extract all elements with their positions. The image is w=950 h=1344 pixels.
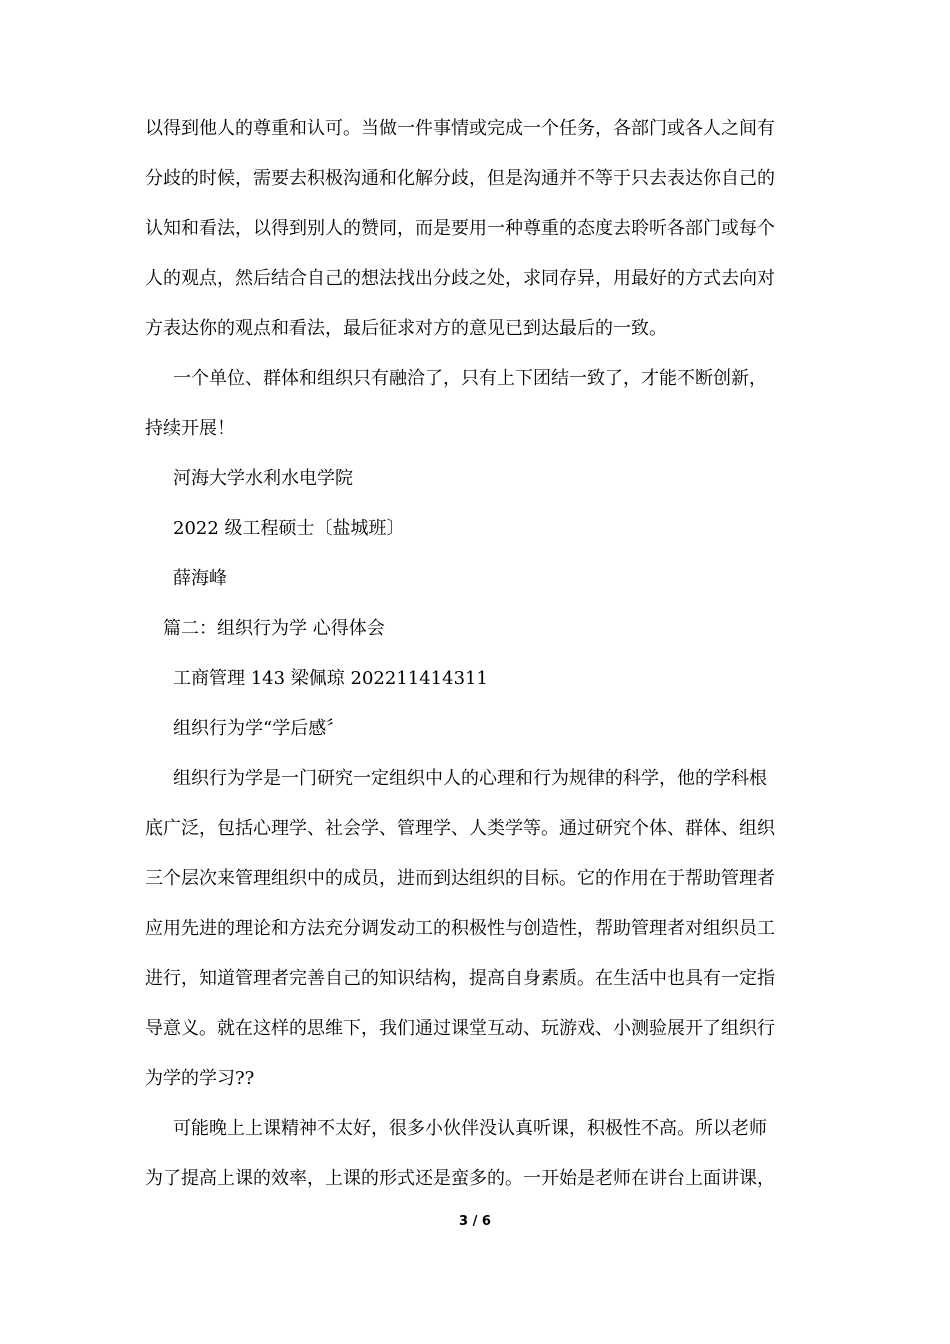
body-line: 底广泛，包括心理学、社会学、管理学、人类学等。通过研究个体、群体、组织 (145, 818, 775, 839)
body-line: 认知和看法，以得到别人的赞同，而是要用一种尊重的态度去聆听各部门或每个 (145, 218, 775, 239)
body-line: 分歧的时候，需要去积极沟通和化解分歧，但是沟通并不等于只去表达你自己的 (145, 168, 775, 189)
body-line: 可能晚上上课精神不太好，很多小伙伴没认真听课，积极性不高。所以老师 (173, 1118, 767, 1139)
section-title: 篇二：组织行为学 心得体会 (163, 618, 385, 639)
body-line: 导意义。就在这样的思维下，我们通过课堂互动、玩游戏、小测验展开了组织行 (145, 1018, 775, 1039)
body-line: 三个层次来管理组织中的成员，进而到达组织的目标。它的作用在于帮助管理者 (145, 868, 775, 889)
body-line: 方表达你的观点和看法，最后征求对方的意见已到达最后的一致。 (145, 318, 667, 339)
body-line: 应用先进的理论和方法充分调发动工的积极性与创造性，帮助管理者对组织员工 (145, 918, 775, 939)
body-line: 人的观点，然后结合自己的想法找出分歧之处，求同存异，用最好的方式去向对 (145, 268, 775, 289)
body-line: 为学的学习?? (145, 1068, 255, 1089)
signature-class: 2022 级工程硕士〔盐城班〕 (173, 518, 405, 539)
body-line: 以得到他人的尊重和认可。当做一件事情或完成一个任务，各部门或各人之间有 (145, 118, 775, 139)
section-author: 工商管理 143 梁佩琼 202211414311 (173, 668, 488, 689)
signature-school: 河海大学水利水电学院 (173, 468, 353, 489)
body-line: 持续开展！ (145, 418, 235, 439)
section-subtitle: 组织行为学“学后感〞 (173, 718, 345, 739)
body-line: 一个单位、群体和组织只有融洽了，只有上下团结一致了，才能不断创新， (173, 368, 767, 389)
document-body (145, 104, 813, 1204)
body-line: 为了提高上课的效率，上课的形式还是蛮多的。一开始是老师在讲台上面讲课， (145, 1168, 775, 1189)
page-number: 3 / 6 (459, 1214, 491, 1229)
body-line: 进行，知道管理者完善自己的知识结构，提高自身素质。在生活中也具有一定指 (145, 968, 775, 989)
signature-name: 薛海峰 (173, 568, 227, 589)
body-line: 组织行为学是一门研究一定组织中人的心理和行为规律的科学，他的学科根 (173, 768, 767, 789)
